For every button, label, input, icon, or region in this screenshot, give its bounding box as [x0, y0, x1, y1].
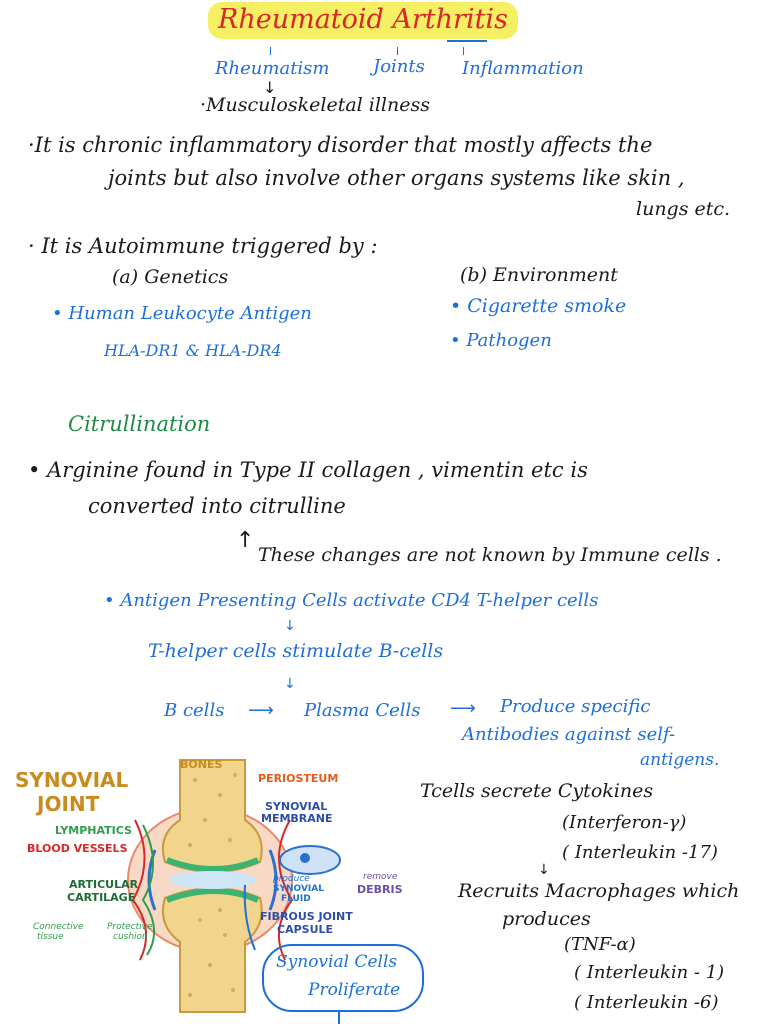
bubble-line-1: Synovial Cells: [276, 952, 398, 972]
label-produce: produce: [273, 874, 310, 884]
etymology-rheumatism: Rheumatism: [215, 58, 330, 79]
tcells-macrophages: Recruits Macrophages which: [458, 880, 740, 902]
autoimmune-heading: · It is Autoimmune triggered by :: [28, 234, 378, 258]
tcells-tnf: (TNF-α): [564, 934, 636, 955]
label-remove: remove: [363, 872, 398, 882]
label-synovial-membrane-1: SYNOVIAL: [265, 800, 328, 813]
label-protective-2: cushion: [113, 932, 148, 942]
definition-line-2: joints but also involve other organs systems like skin ,: [108, 166, 685, 190]
right-arrow-icon: ⟶: [450, 698, 476, 719]
etymology-inflammation: Inflammation: [462, 58, 584, 79]
right-arrow-icon: ⟶: [248, 700, 274, 721]
label-connective-1: Connective: [33, 922, 84, 932]
label-blood-vessels: BLOOD VESSELS: [27, 842, 128, 855]
connector-tick: [463, 47, 464, 55]
label-synovial-fluid-2: FLUID: [281, 894, 311, 904]
label-connective-2: tissue: [37, 932, 64, 942]
down-arrow-icon: ↓: [284, 618, 296, 634]
cascade-produce: Produce specific: [500, 696, 651, 717]
etymology-joints: Joints: [373, 56, 425, 77]
bubble-line-2: Proliferate: [308, 980, 401, 1000]
citrullination-line-1: • Arginine found in Type II collagen , vimentin etc is: [28, 458, 588, 482]
label-fibrous-capsule-1: FIBROUS JOINT: [260, 910, 353, 923]
cascade-step-2: T-helper cells stimulate B-cells: [148, 640, 444, 662]
down-arrow-icon: ↓: [538, 862, 550, 878]
label-articular-cartilage-1: ARTICULAR: [69, 878, 139, 891]
genetics-item-hla-types: HLA-DR1 & HLA-DR4: [104, 341, 282, 360]
immune-note: These changes are not known by Immune cells .: [258, 544, 722, 566]
label-periosteum: PERIOSTEUM: [258, 772, 339, 785]
down-arrow-icon: ↓: [263, 78, 277, 97]
citrullination-line-2: converted into citrulline: [88, 494, 346, 518]
connector-underline: [447, 40, 487, 42]
up-arrow-icon: ↑: [236, 528, 255, 553]
label-fibrous-capsule-2: CAPSULE: [277, 923, 334, 936]
environment-label: (b) Environment: [460, 264, 618, 286]
label-debris: DEBRIS: [357, 883, 403, 896]
label-bones: BONES: [180, 758, 223, 771]
cascade-antigens: antigens.: [640, 750, 720, 770]
musculoskeletal-line: ·Musculoskeletal illness: [200, 94, 430, 116]
connector-tick: [270, 47, 271, 55]
tcells-interleukin-6: ( Interleukin -6): [574, 992, 719, 1013]
label-synovial-fluid-1: SYNOVIAL: [273, 884, 324, 894]
diagram-title-2: JOINT: [37, 792, 100, 816]
citrullination-heading: Citrullination: [68, 412, 211, 436]
definition-line-3: lungs etc.: [636, 198, 731, 220]
tcells-interleukin-17: ( Interleukin -17): [562, 842, 718, 863]
down-arrow-icon: ↓: [284, 676, 296, 692]
connector-tick: [397, 47, 398, 55]
tcells-produces: produces: [502, 908, 591, 930]
label-synovial-membrane-2: MEMBRANE: [261, 812, 333, 825]
bubble-down-line: [338, 1010, 340, 1024]
label-articular-cartilage-2: CARTILAGE: [67, 891, 136, 904]
label-lymphatics: LYMPHATICS: [55, 824, 132, 837]
environment-item-smoke: • Cigarette smoke: [450, 295, 627, 317]
cascade-b-cells: B cells: [164, 700, 225, 721]
cascade-plasma-cells: Plasma Cells: [304, 700, 421, 721]
tcells-interleukin-1: ( Interleukin - 1): [574, 962, 725, 983]
genetics-item-hla: • Human Leukocyte Antigen: [52, 303, 312, 324]
tcells-interferon: (Interferon-γ): [562, 812, 687, 833]
definition-line-1: ·It is chronic inflammatory disorder that mostly affects the: [28, 133, 653, 157]
genetics-label: (a) Genetics: [112, 266, 229, 288]
page-title: Rheumatoid Arthritis: [208, 2, 518, 39]
environment-item-pathogen: • Pathogen: [450, 330, 552, 351]
cascade-antibodies: Antibodies against self-: [462, 724, 676, 745]
tcells-line-1: Tcells secrete Cytokines: [420, 780, 654, 802]
label-protective-1: Protective: [107, 922, 153, 932]
diagram-title-1: SYNOVIAL: [15, 768, 129, 792]
cascade-step-1: • Antigen Presenting Cells activate CD4 T-helper cells: [104, 590, 599, 611]
